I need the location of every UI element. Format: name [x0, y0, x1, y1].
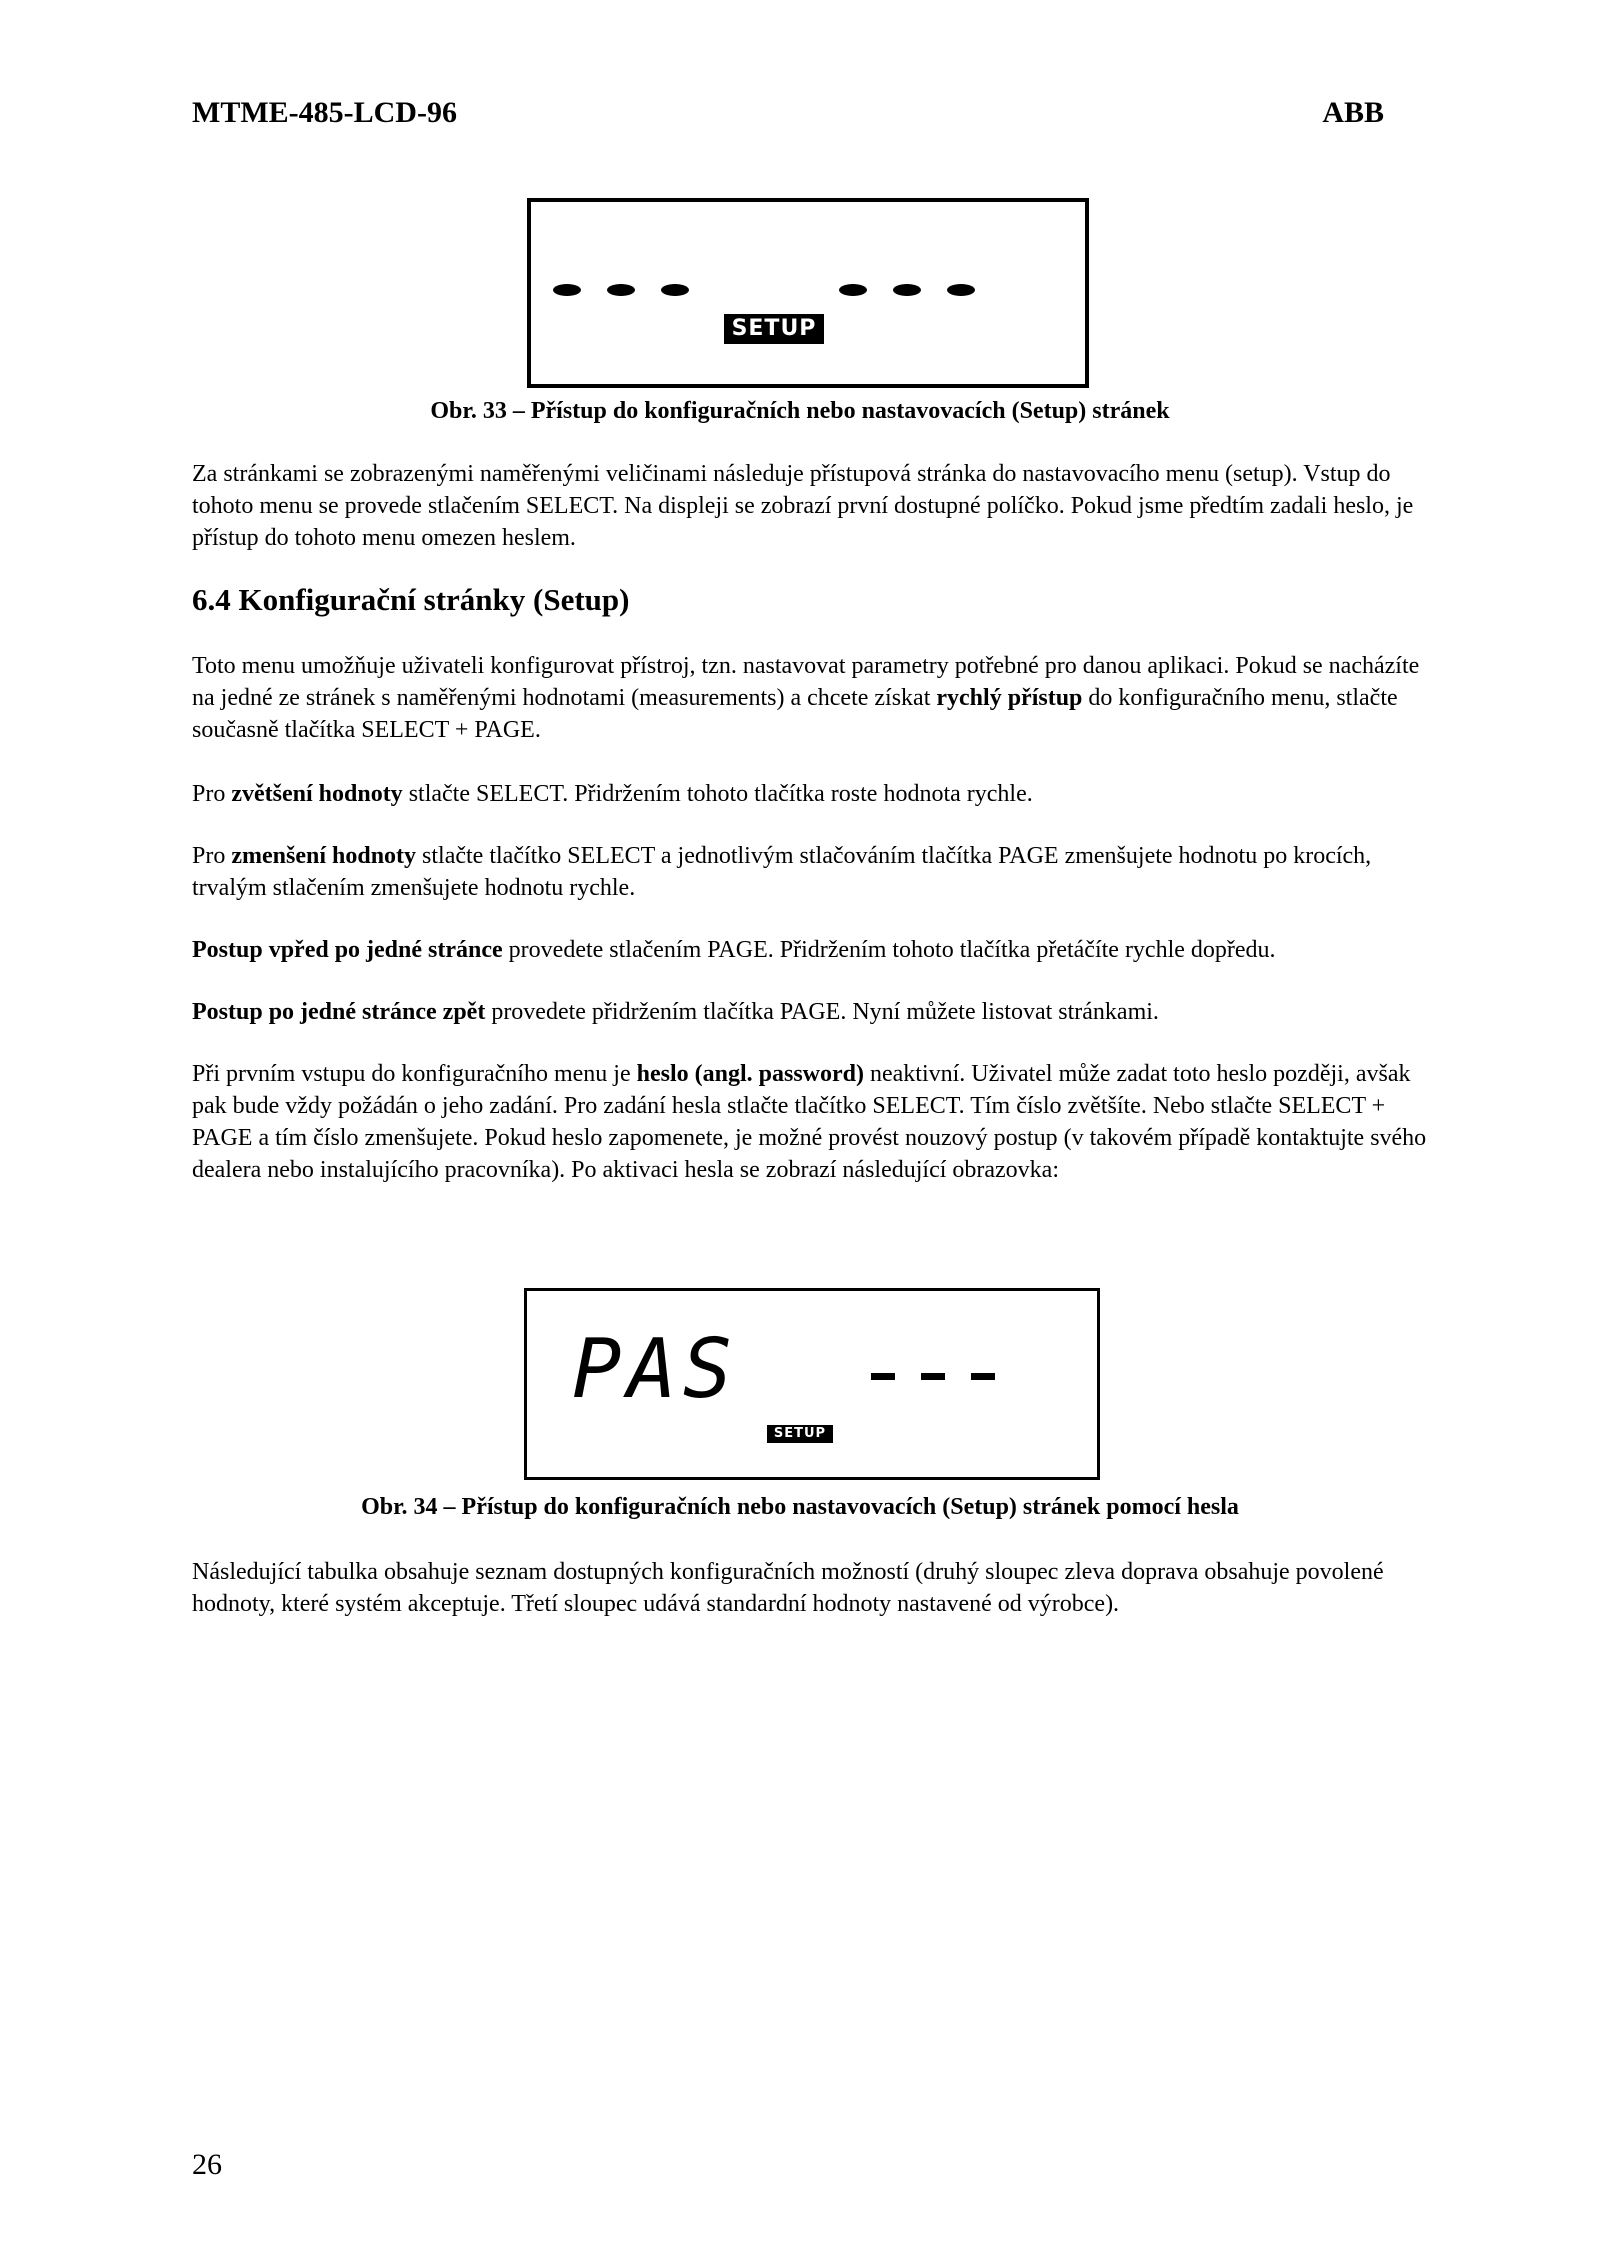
setup-badge: SETUP — [724, 314, 824, 344]
paragraph-decrease: Pro zmenšení hodnoty stlačte tlačítko SELECT a jednotlivým stlačováním tlačítka PAGE zmenšujete hodnotu po krocích, trvalým stlačením zmenšujete hodnotu rychle. — [192, 843, 1372, 901]
lcd-dash — [893, 284, 921, 296]
paragraph-increase: Pro zvětšení hodnoty stlačte SELECT. Přidržením tohoto tlačítka roste hodnota rychle. — [192, 781, 1033, 807]
lcd-dash — [971, 1373, 995, 1380]
paragraph-intro: Za stránkami se zobrazenými naměřenými veličinami následuje přístupová stránka do nastavovacího menu (setup). Vstup do tohoto menu se provede stlačením SELECT. Na displeji se zobrazí první dostupné políčko. Pokud jsme předtím zadali heslo, je přístup do tohoto menu omezen heslem. — [192, 461, 1414, 551]
paragraph-table-intro: Následující tabulka obsahuje seznam dostupných konfiguračních možností (druhý sloupec zleva doprava obsahuje povolené hodnoty, které systém akceptuje. Třetí sloupec udává standardní hodnoty nastavené od výrobce). — [192, 1559, 1384, 1617]
figure-caption-34: Obr. 34 – Přístup do konfiguračních nebo nastavovacích (Setup) stránek pomocí hesla — [361, 1494, 1239, 1520]
section-title: 6.4 Konfigurační stránky (Setup) — [192, 582, 630, 617]
paragraph-menu: Toto menu umožňuje uživateli konfigurovat přístroj, tzn. nastavovat parametry potřebné pro danou aplikaci. Pokud se nacházíte na jedné ze stránek s naměřenými hodnotami (measurements) a chcete získat rychlý přístup do konfiguračního menu, stlačte současně tlačítka SELECT + PAGE. — [192, 653, 1420, 743]
paragraph-back: Postup po jedné stránce zpět provedete přidržením tlačítka PAGE. Nyní můžete listovat stránkami. — [192, 999, 1159, 1025]
lcd-dash — [871, 1373, 895, 1380]
lcd-dash — [607, 284, 635, 296]
lcd-dash — [553, 284, 581, 296]
paragraph-forward: Postup vpřed po jedné stránce provedete stlačením PAGE. Přidržením tohoto tlačítka přetáčíte rychle dopředu. — [192, 937, 1276, 963]
setup-badge: SETUP — [767, 1425, 833, 1443]
lcd-dash — [661, 284, 689, 296]
lcd-dash — [947, 284, 975, 296]
header-brand: ABB — [1322, 96, 1384, 129]
lcd-pas-text: PAS — [572, 1322, 739, 1417]
lcd-display-password — [524, 1288, 1100, 1480]
lcd-dash — [839, 284, 867, 296]
lcd-display-setup — [527, 198, 1089, 388]
page-number: 26 — [192, 2148, 222, 2181]
header-model: MTME-485-LCD-96 — [192, 96, 457, 129]
figure-caption-33: Obr. 33 – Přístup do konfiguračních nebo nastavovacích (Setup) stránek — [430, 398, 1170, 424]
paragraph-password: Při prvním vstupu do konfiguračního menu je heslo (angl. password) neaktivní. Uživatel může zadat toto heslo později, avšak pak bude vždy požádán o jeho zadání. Pro zadání hesla stlačte tlačítko SELECT. Tím číslo zvětšíte. Nebo stlačte SELECT + PAGE a tím číslo zmenšujete. Pokud heslo zapomenete, je možné provést nouzový postup (v takovém případě kontaktujte svého dealera nebo instalujícího pracovníka). Po aktivaci hesla se zobrazí následující obrazovka: — [192, 1061, 1427, 1183]
lcd-dash — [921, 1373, 945, 1380]
